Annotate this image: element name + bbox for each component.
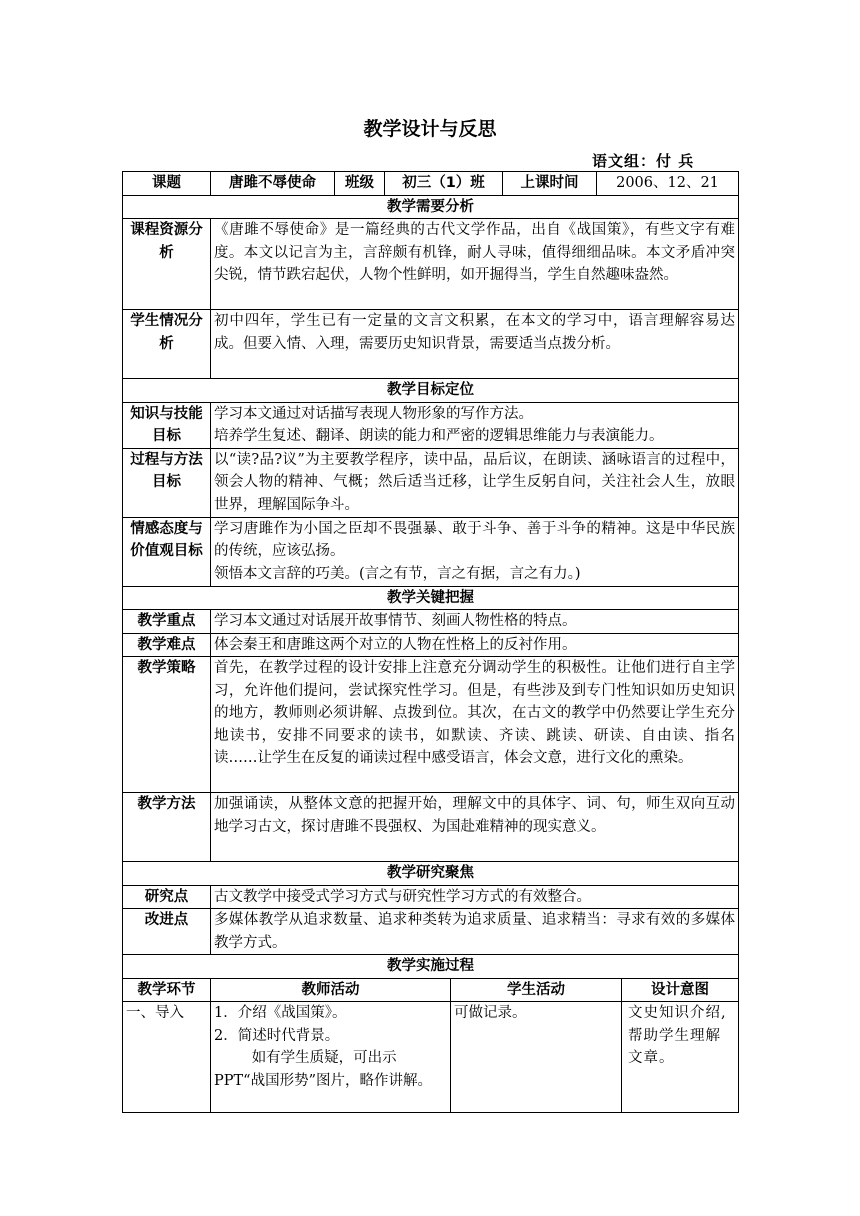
student-analysis-text: 初中四年，学生已有一定量的文言文积累，在本文的学习中，语言理解容易达成。但要入情、入理，需要历史知识背景，需要适当点拨分析。	[211, 310, 739, 379]
time-value: 2006、12、21	[597, 172, 739, 196]
column-header: 教学环节	[123, 978, 211, 1002]
method-label: 教学方法	[123, 793, 211, 862]
header-row	[123, 172, 739, 196]
topic-label: 课题	[123, 172, 211, 196]
student-analysis-label: 学生情况分析	[123, 310, 211, 379]
class-value: 初三（1）班	[385, 172, 503, 196]
column-header: 教师活动	[211, 978, 451, 1002]
improvement-label: 改进点	[123, 909, 211, 955]
emotion-goal-cell	[211, 517, 739, 586]
table-row	[123, 402, 739, 448]
focus-text: 学习本文通过对话展开故事情节、刻画人物性格的特点。	[211, 610, 739, 634]
column-header: 设计意图	[622, 978, 739, 1002]
section-title-process: 教学实施过程	[123, 955, 739, 979]
focus-label: 教学重点	[123, 610, 211, 634]
process-goal-text: 以“读?品?议”为主要教学程序，读中品，品后议，在朗读、涵咏语言的过程中，领会人物的精神、气概；然后适当迁移，让学生反躬自问，关注社会人生，放眼世界，理解国际争斗。	[211, 448, 739, 517]
table-row	[123, 657, 739, 793]
section-row	[123, 195, 739, 219]
section-title-goals: 教学目标定位	[123, 379, 739, 403]
resource-analysis-text: 《唐雎不辱使命》是一篇经典的古代文学作品，出自《战国策》，有些文字有难度。本文以记言为主，言辞颇有机锋，耐人寻味，值得细细品味。本文矛盾冲突尖锐，情节跌宕起伏，人物个性鲜明，如开掘得当，学生自然趣味盎然。	[211, 219, 739, 310]
table-row	[123, 1002, 739, 1113]
stage-cell: 一、导入	[123, 1002, 211, 1113]
table-row	[123, 909, 739, 955]
teacher-activity-line: 如有学生质疑，可出示PPT“战国形势”图片，略作讲解。	[214, 1050, 433, 1089]
section-row	[123, 379, 739, 403]
strategy-text: 首先，在教学过程的设计安排上注意充分调动学生的积极性。让他们进行自主学习，允许他们提问，尝试探究性学习。但是，有些涉及到专门性知识如历史知识的地方，教师则必须讲解、点拨到位。其次，在古文的教学中仍然要让学生充分地读书，安排不同要求的读书，如默读、齐读、跳读、研读、自由读、指名读……让学生在反复的诵读过程中感受语言，体会文意，进行文化的熏染。	[211, 657, 739, 793]
table-row	[123, 633, 739, 657]
class-label: 班级	[335, 172, 385, 196]
table-row	[123, 310, 739, 379]
knowledge-goal-line: 学习本文通过对话描写表现人物形象的写作方法。	[214, 405, 533, 422]
page-title: 教学设计与反思	[363, 118, 497, 140]
difficulty-label: 教学难点	[123, 633, 211, 657]
teacher-activity-line: 2．简述时代背景。	[214, 1027, 340, 1044]
teacher-activity-line: 1．介绍《战国策》。	[214, 1005, 347, 1021]
section-row	[123, 862, 739, 886]
emotion-goal-line: 学习唐雎作为小国之臣却不畏强暴、敢于斗争、善于斗争的精神。这是中华民族的传统，应该弘扬。	[214, 520, 735, 559]
section-title-keys: 教学关键把握	[123, 586, 739, 610]
emotion-goal-line: 领悟本文言辞的巧美。(言之有节，言之有据，言之有力。)	[214, 565, 581, 582]
time-label: 上课时间	[503, 172, 597, 196]
topic-value: 唐雎不辱使命	[211, 172, 335, 196]
section-row	[123, 955, 739, 979]
strategy-label: 教学策略	[123, 657, 211, 793]
knowledge-goal-label: 知识与技能目标	[123, 402, 211, 448]
resource-analysis-label: 课程资源分析	[123, 219, 211, 310]
lesson-plan-table	[122, 171, 739, 1113]
knowledge-goal-cell	[211, 402, 739, 448]
table-row	[123, 448, 739, 517]
knowledge-goal-line: 培养学生复述、翻译、朗读的能力和严密的逻辑思维能力与表演能力。	[214, 428, 664, 444]
table-row	[123, 885, 739, 909]
process-header-row	[123, 978, 739, 1002]
emotion-goal-label: 情感态度与价值观目标	[123, 517, 211, 586]
difficulty-text: 体会秦王和唐雎这两个对立的人物在性格上的反衬作用。	[211, 633, 739, 657]
table-row	[123, 517, 739, 586]
section-title-needs: 教学需要分析	[123, 195, 739, 219]
research-point-label: 研究点	[123, 885, 211, 909]
section-row	[123, 586, 739, 610]
student-activity-cell: 可做记录。	[451, 1002, 622, 1113]
author-line: 语文组：付 兵	[592, 152, 695, 170]
table-row	[123, 793, 739, 862]
teacher-activity-cell	[211, 1002, 451, 1113]
column-header: 学生活动	[451, 978, 622, 1002]
section-title-research: 教学研究聚焦	[123, 862, 739, 886]
design-intent-cell: 文史知识介绍,帮助学生理解文章。	[622, 1002, 739, 1113]
table-row	[123, 219, 739, 310]
improvement-text: 多媒体教学从追求数量、追求种类转为追求质量、追求精当：寻求有效的多媒体教学方式。	[211, 909, 739, 955]
table-row	[123, 610, 739, 634]
process-goal-label: 过程与方法目标	[123, 448, 211, 517]
research-point-text: 古文教学中接受式学习方式与研究性学习方式的有效整合。	[211, 885, 739, 909]
method-text: 加强诵读，从整体文意的把握开始，理解文中的具体字、词、句，师生双向互动地学习古文，探讨唐雎不畏强权、为国赴难精神的现实意义。	[211, 793, 739, 862]
